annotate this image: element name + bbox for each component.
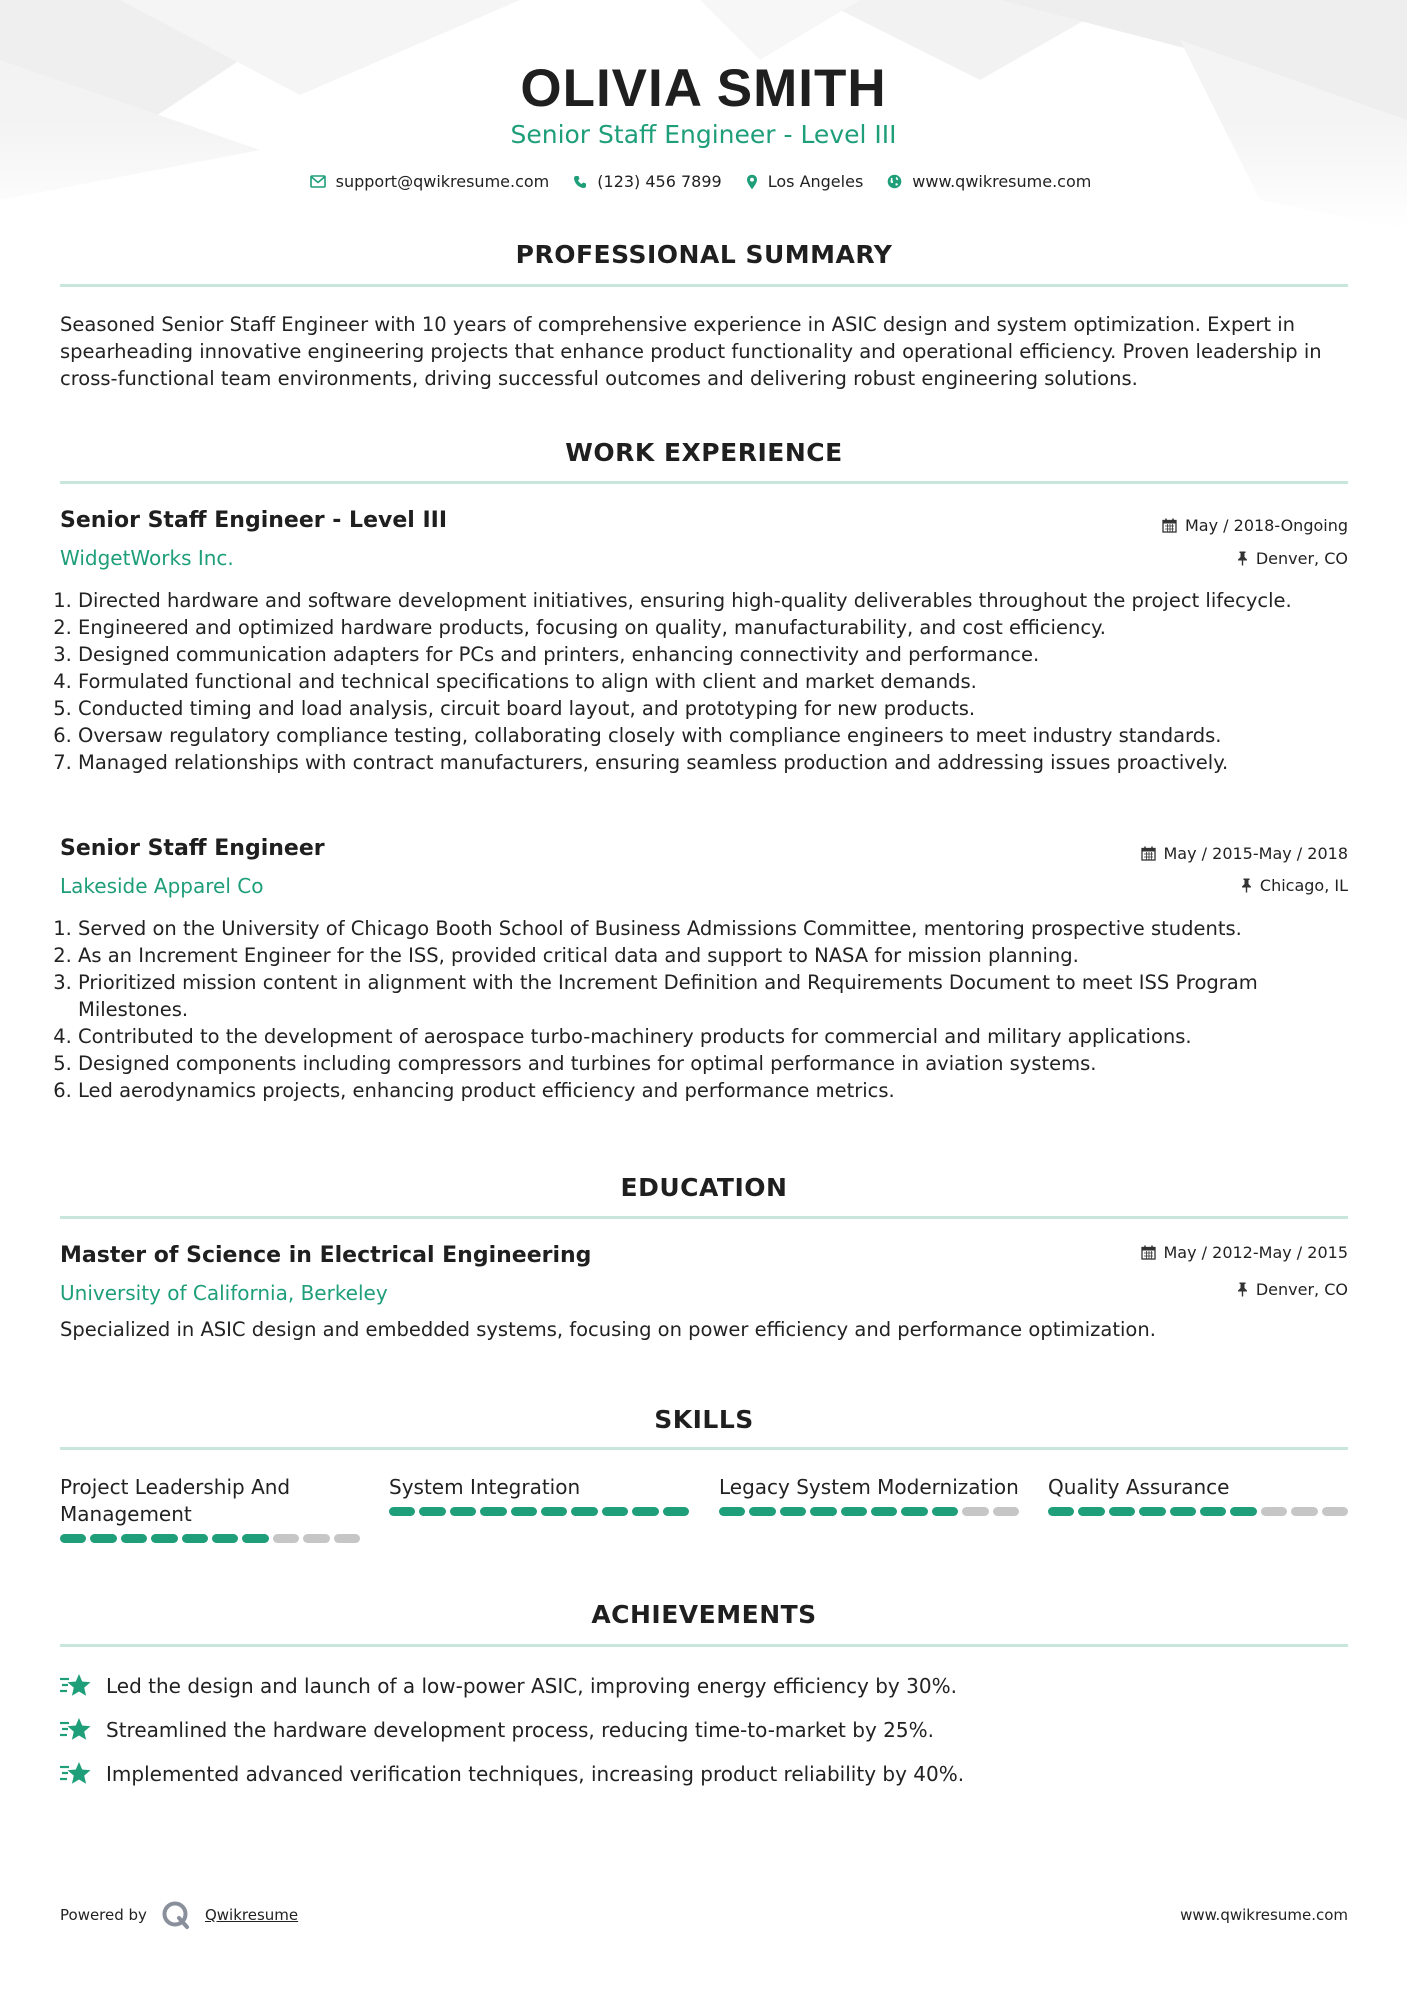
job-location-text: Denver, CO (1255, 549, 1348, 568)
skill-segment-filled (1109, 1507, 1135, 1516)
globe-icon (887, 174, 902, 189)
skill-name: System Integration (389, 1475, 581, 1499)
education-location-text: Denver, CO (1255, 1280, 1348, 1299)
location-text: Los Angeles (767, 172, 864, 191)
job-location (1237, 549, 1348, 568)
pushpin-icon (1241, 878, 1252, 893)
contact-phone[interactable] (573, 172, 721, 191)
qwikresume-link[interactable]: Qwikresume (204, 1906, 299, 1924)
contact-email[interactable] (310, 172, 550, 191)
list-item: 2. Engineered and optimized hardware products, focusing on quality, manufacturability, and cost efficiency. (78, 614, 1363, 641)
skill-segment-filled (90, 1534, 116, 1543)
footer-website[interactable]: www.qwikresume.com (1180, 1906, 1348, 1924)
skill-segment-empty (1291, 1507, 1317, 1516)
achievement-text: Streamlined the hardware development process, reducing time-to-market by 25%. (106, 1718, 934, 1742)
achievements-divider (60, 1644, 1348, 1647)
skill-meter (719, 1507, 1019, 1516)
job-dates-text: May / 2018-Ongoing (1185, 516, 1348, 535)
job-location-text: Chicago, IL (1259, 876, 1348, 895)
education-heading: EDUCATION (620, 1173, 788, 1202)
website-text[interactable]: www.qwikresume.com (912, 172, 1092, 191)
job-responsibilities (52, 587, 1363, 776)
education-location (1237, 1280, 1348, 1299)
job-dates (1162, 516, 1348, 535)
calendar-icon (1141, 846, 1156, 861)
skills-heading: SKILLS (654, 1405, 754, 1434)
summary-divider (60, 284, 1348, 287)
list-item: 6. Led aerodynamics projects, enhancing product efficiency and performance metrics. (78, 1077, 1363, 1104)
job-dates-text: May / 2015-May / 2018 (1163, 844, 1348, 863)
list-item: 2. As an Increment Engineer for the ISS, provided critical data and support to NASA for mission planning. (78, 942, 1363, 969)
contact-bar (0, 172, 1407, 191)
contact-location (746, 172, 864, 191)
skill-segment-filled (810, 1507, 836, 1516)
skill-segment-filled (602, 1507, 628, 1516)
job-location (1241, 876, 1348, 895)
skill-meter (60, 1534, 360, 1543)
candidate-name: OLIVIA SMITH (520, 59, 887, 118)
degree-title: Master of Science in Electrical Engineering (60, 1243, 592, 1268)
skill-segment-filled (1170, 1507, 1196, 1516)
skill-meter (389, 1507, 689, 1516)
skill-segment-filled (719, 1507, 745, 1516)
phone-icon (573, 175, 587, 189)
skill-segment-filled (1139, 1507, 1165, 1516)
skill-segment-filled (571, 1507, 597, 1516)
contact-website[interactable] (887, 172, 1091, 191)
skill-segment-filled (121, 1534, 147, 1543)
skill-segment-filled (480, 1507, 506, 1516)
skill-meter (1048, 1507, 1348, 1516)
pushpin-icon (1237, 1282, 1248, 1297)
skill-segment-empty (1322, 1507, 1348, 1516)
experience-divider (60, 481, 1348, 484)
powered-by-label: Powered by (60, 1906, 147, 1924)
school-name: University of California, Berkeley (60, 1281, 388, 1305)
list-item: 3. Prioritized mission content in alignment with the Increment Definition and Requirements Document to meet ISS Program Milestones. (78, 969, 1363, 1023)
map-pin-icon (746, 174, 758, 190)
list-item: 1. Directed hardware and software development initiatives, ensuring high-quality deliverables throughout the project lifecycle. (78, 587, 1363, 614)
footer-powered-by (60, 1900, 298, 1930)
skill-segment-filled (151, 1534, 177, 1543)
skill-segment-filled (242, 1534, 268, 1543)
summary-text: Seasoned Senior Staff Engineer with 10 years of comprehensive experience in ASIC design and system optimization. Expert in spearheading innovative engineering projects that enhance product functionality and operational efficiency. Proven leadership in cross-functional team environments, driving successful outcomes and delivering robust engineering solutions. (60, 313, 1322, 390)
envelope-icon (310, 175, 326, 188)
list-item: 7. Managed relationships with contract manufacturers, ensuring seamless production and addressing issues proactively. (78, 749, 1363, 776)
skill-segment-filled (541, 1507, 567, 1516)
list-item: 1. Served on the University of Chicago Booth School of Business Admissions Committee, mentoring prospective students. (78, 915, 1363, 942)
skill-segment-filled (1078, 1507, 1104, 1516)
list-item: 5. Conducted timing and load analysis, circuit board layout, and prototyping for new products. (78, 695, 1363, 722)
skill-segment-filled (749, 1507, 775, 1516)
list-item: 5. Designed components including compressors and turbines for optimal performance in aviation systems. (78, 1050, 1363, 1077)
skill-segment-filled (780, 1507, 806, 1516)
skill-name: Legacy System Modernization (719, 1475, 1019, 1499)
skill-segment-empty (334, 1534, 360, 1543)
skill-segment-filled (1048, 1507, 1074, 1516)
star-icon (60, 1717, 92, 1743)
job-title: Senior Staff Engineer - Level III (60, 508, 448, 533)
skill-item (719, 1474, 1019, 1516)
skill-segment-empty (303, 1534, 329, 1543)
skill-segment-empty (993, 1507, 1019, 1516)
star-icon (60, 1761, 92, 1787)
skill-segment-filled (1200, 1507, 1226, 1516)
candidate-title: Senior Staff Engineer - Level III (510, 120, 897, 149)
skill-segment-filled (182, 1534, 208, 1543)
skill-segment-filled (632, 1507, 658, 1516)
education-description: Specialized in ASIC design and embedded systems, focusing on power efficiency and performance optimization. (60, 1318, 1156, 1341)
skill-segment-filled (932, 1507, 958, 1516)
education-divider (60, 1216, 1348, 1219)
achievement-item (60, 1717, 934, 1743)
skill-segment-filled (389, 1507, 415, 1516)
skill-segment-filled (841, 1507, 867, 1516)
summary-heading: PROFESSIONAL SUMMARY (515, 240, 893, 269)
achievement-item (60, 1673, 957, 1699)
achievement-text: Implemented advanced verification techniques, increasing product reliability by 40%. (106, 1762, 965, 1786)
skill-segment-filled (1230, 1507, 1256, 1516)
skill-segment-filled (511, 1507, 537, 1516)
calendar-icon (1141, 1245, 1156, 1260)
list-item: 4. Contributed to the development of aerospace turbo-machinery products for commercial and military applications. (78, 1023, 1363, 1050)
achievement-item (60, 1761, 964, 1787)
phone-text: (123) 456 7899 (597, 172, 722, 191)
skill-name: Project Leadership And Management (60, 1475, 291, 1526)
skill-segment-filled (419, 1507, 445, 1516)
pushpin-icon (1237, 551, 1248, 566)
skills-divider (60, 1447, 1348, 1450)
job-company: WidgetWorks Inc. (60, 546, 234, 570)
star-icon (60, 1673, 92, 1699)
qwikresume-logo-icon (161, 1900, 191, 1930)
skill-segment-filled (212, 1534, 238, 1543)
job-company: Lakeside Apparel Co (60, 874, 264, 898)
email-text: support@qwikresume.com (335, 172, 550, 191)
skill-segment-filled (450, 1507, 476, 1516)
job-title: Senior Staff Engineer (60, 836, 325, 861)
education-dates-text: May / 2012-May / 2015 (1163, 1243, 1348, 1262)
skill-segment-empty (962, 1507, 988, 1516)
job-dates (1141, 844, 1349, 863)
skill-segment-filled (901, 1507, 927, 1516)
list-item: 3. Designed communication adapters for PCs and printers, enhancing connectivity and performance. (78, 641, 1363, 668)
skill-name: Quality Assurance (1048, 1475, 1230, 1499)
skill-segment-filled (871, 1507, 897, 1516)
skill-item (389, 1474, 689, 1516)
skill-segment-empty (1261, 1507, 1287, 1516)
experience-heading: WORK EXPERIENCE (565, 438, 843, 467)
achievement-text: Led the design and launch of a low-power ASIC, improving energy efficiency by 30%. (106, 1674, 957, 1698)
skill-segment-empty (273, 1534, 299, 1543)
list-item: 6. Oversaw regulatory compliance testing, collaborating closely with compliance engineers to meet industry standards. (78, 722, 1363, 749)
skill-item (1048, 1474, 1348, 1516)
calendar-icon (1162, 518, 1177, 533)
skill-segment-filled (663, 1507, 689, 1516)
achievements-heading: ACHIEVEMENTS (591, 1600, 817, 1629)
skill-item (60, 1474, 360, 1543)
job-responsibilities (52, 915, 1363, 1104)
list-item: 4. Formulated functional and technical specifications to align with client and market demands. (78, 668, 1363, 695)
education-dates (1141, 1243, 1349, 1262)
skill-segment-filled (60, 1534, 86, 1543)
